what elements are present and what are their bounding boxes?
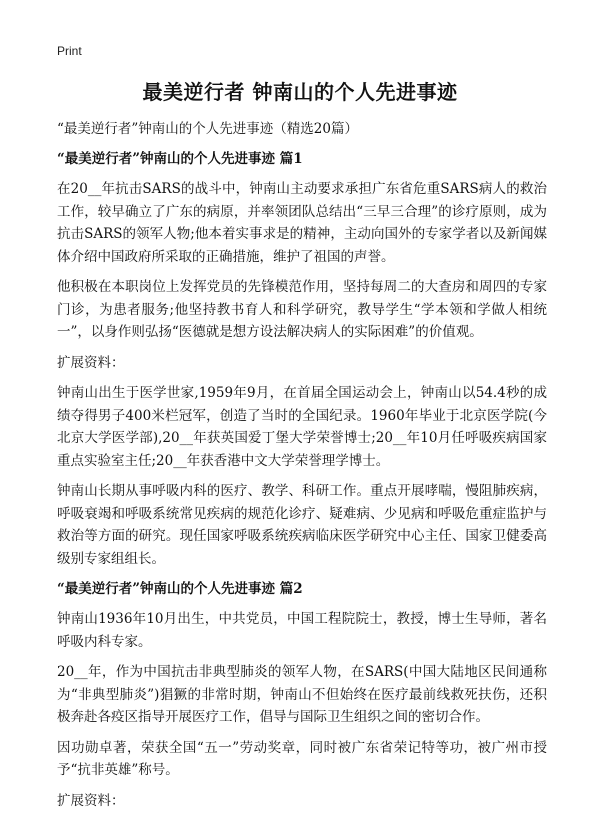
paragraph: 钟南山出生于医学世家,1959年9月，在首届全国运动会上，钟南山以54.4秒的成绩夺得男子400米栏冠军，创造了当时的全国纪录。1960年毕业于北京医学院(今北京大学医学部),20__年获英国爱丁堡大学荣誉博士;20__年10月任呼吸疾病国家重点实验室主任;20__年获香港中文大学荣誉理学博士。 <box>57 385 547 469</box>
paragraph: 20__年，作为中国抗击非典型肺炎的领军人物，在SARS(中国大陆地区民间通称为“非典型肺炎”)猖獗的非常时期，钟南山不但始终在医疗最前线救死扶伤，还积极奔赴各疫区指导开展医疗工作，倡导与国际卫生组织之间的密切合作。 <box>57 664 547 725</box>
document-subtitle: “最美逆行者”钟南山的个人先进事迹（精选20篇） <box>57 121 358 137</box>
section-heading-2: “最美逆行者”钟南山的个人先进事迹 篇2 <box>57 581 303 597</box>
document-body <box>57 118 547 820</box>
page-title: 最美逆行者 钟南山的个人先进事迹 <box>142 80 458 104</box>
paragraph: 在20__年抗击SARS的战斗中，钟南山主动要求承担广东省危重SARS病人的救治工作，较早确立了广东的病原，并率领团队总结出“三早三合理”的诊疗原则，成为抗击SARS的领军人物;他本着实事求是的精神，主动向国外的专家学者以及新闻媒体介绍中国政府所采取的正确措施，维护了祖国的声誉。 <box>57 181 547 265</box>
extended-info-label: 扩展资料： <box>57 354 125 371</box>
print-label: Print <box>57 44 82 58</box>
section-heading-1: “最美逆行者”钟南山的个人先进事迹 篇1 <box>57 151 303 167</box>
paragraph: 钟南山1936年10月出生，中共党员，中国工程院院士，教授，博士生导师，著名呼吸内科专家。 <box>57 611 547 650</box>
extended-info-label: 扩展资料： <box>57 792 125 809</box>
paragraph: 因功勋卓著，荣获全国“五一”劳动奖章，同时被广东省荣记特等功，被广州市授予“抗非英雄”称号。 <box>57 739 547 778</box>
paragraph: 他积极在本职岗位上发挥党员的先锋模范作用，坚持每周二的大查房和周四的专家门诊，为患者服务;他坚持教书育人和科学研究，教导学生“学本领和学做人相统一”，以身作则弘扬“医德就是想方设法解决病人的实际困难”的价值观。 <box>57 279 547 340</box>
paragraph: 钟南山长期从事呼吸内科的医疗、教学、科研工作。重点开展哮喘，慢阻肺疾病，呼吸衰竭和呼吸系统常见疾病的规范化诊疗、疑难病、少见病和呼吸危重症监护与救治等方面的研究。现任国家呼吸系统疾病临床医学研究中心主任、国家卫健委高级别专家组组长。 <box>57 483 547 567</box>
